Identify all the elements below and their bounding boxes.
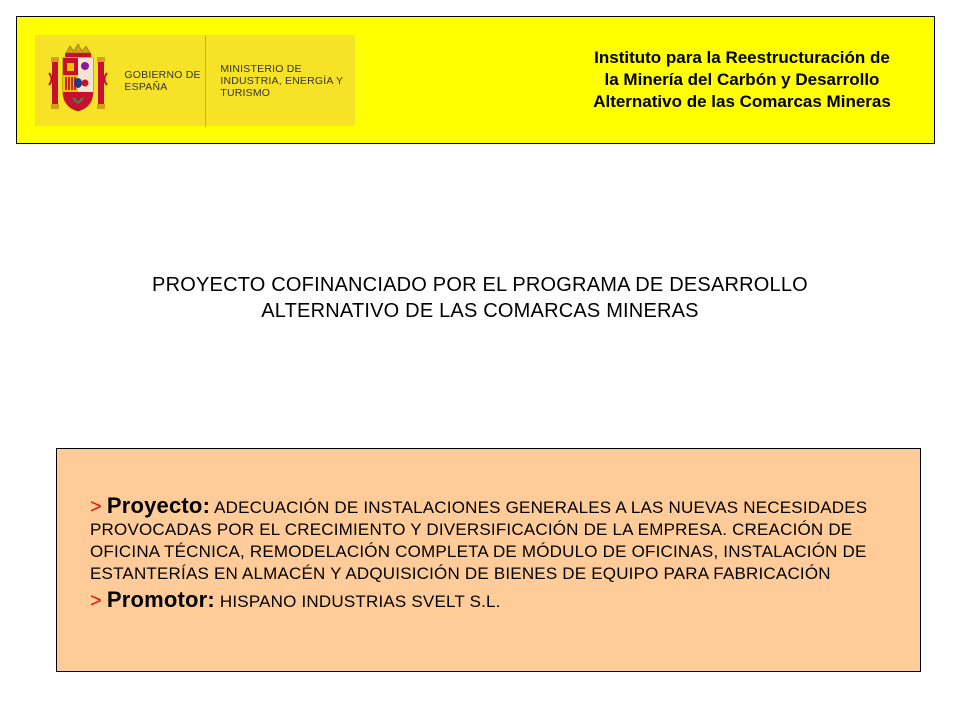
institute-title-line: Instituto para la Reestructuración de	[594, 48, 890, 67]
promoter-paragraph	[90, 589, 880, 613]
bullet-marker: >	[90, 590, 102, 612]
government-logo	[35, 35, 355, 126]
promoter-label: Promotor:	[106, 587, 215, 612]
institute-title-line: Alternativo de las Comarcas Mineras	[593, 92, 891, 111]
header-band	[16, 16, 935, 144]
coat-of-arms-icon	[45, 41, 110, 121]
project-description: ADECUACIÓN DE INSTALACIONES GENERALES A LAS NUEVAS NECESIDADES PROVOCADAS POR EL CRECIMIENTO Y DIVERSIFICACIÓN DE LA EMPRESA. CREACIÓN DE OFICINA TÉCNICA, REMODELACIÓN COMPLETA DE MÓDULO DE OFICINAS, INSTALACIÓN DE ESTANTERÍAS EN ALMACÉN Y ADQUISICIÓN DE BIENES DE EQUIPO PARA FABRICACIÓN	[90, 498, 868, 583]
headline-line: ALTERNATIVO DE LAS COMARCAS MINERAS	[261, 300, 699, 322]
project-paragraph	[90, 495, 880, 585]
project-info-box	[56, 448, 921, 672]
project-label: Proyecto:	[106, 493, 211, 518]
institute-title	[537, 47, 947, 113]
institute-title-line: la Minería del Carbón y Desarrollo	[604, 70, 880, 89]
promoter-name: HISPANO INDUSTRIAS SVELT S.L.	[219, 592, 501, 611]
logo-divider	[205, 35, 206, 127]
bullet-marker: >	[90, 496, 102, 518]
government-label: GOBIERNO DE ESPAÑA	[124, 68, 201, 93]
project-info-content	[90, 495, 880, 613]
cofinancing-headline	[40, 272, 920, 324]
ministry-label: MINISTERIO DE INDUSTRIA, ENERGÍA Y TURISMO	[220, 62, 343, 99]
headline-line: PROYECTO COFINANCIADO POR EL PROGRAMA DE DESARROLLO	[152, 274, 808, 296]
